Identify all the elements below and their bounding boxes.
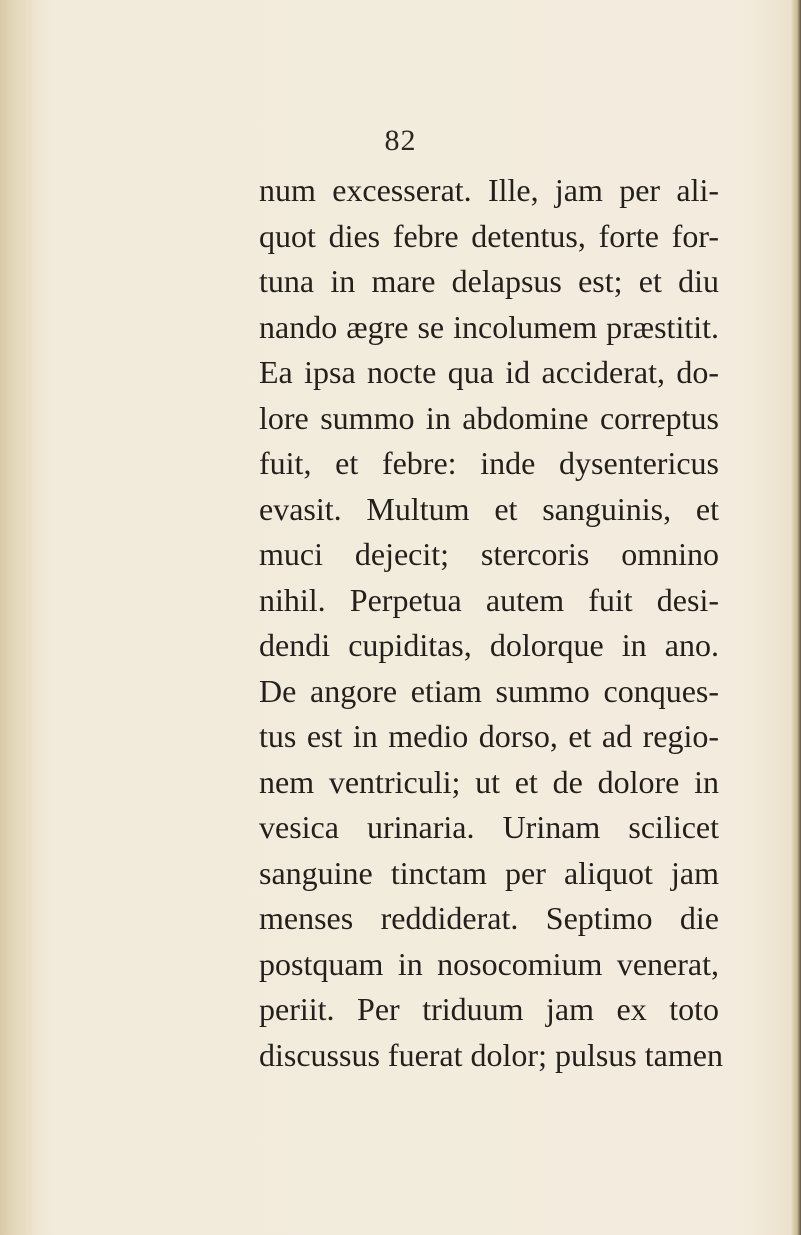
text-line: nando ægre se incolumem præstitit. xyxy=(259,308,719,345)
text-line: sanguine tinctam per aliquot jam xyxy=(259,854,719,891)
text-line: tuna in mare delapsus est; et diu xyxy=(259,263,719,299)
text-line: postquam in nosocomium venerat, xyxy=(259,945,719,982)
text-line: lore summo in abdomine correptus xyxy=(259,399,719,436)
text-line: menses reddiderat. Septimo die xyxy=(259,900,719,936)
text-line: dendi cupiditas, dolorque in ano. xyxy=(259,627,719,663)
text-line: fuit, et febre: inde dysentericus xyxy=(259,445,719,481)
text-line: tus est in medio dorso, et ad regio- xyxy=(259,718,719,754)
text-line: evasit. Multum et sanguinis, et xyxy=(259,490,719,527)
text-line: muci dejecit; stercoris omnino xyxy=(259,536,719,572)
text-line: discussus fuerat dolor; pulsus tamen xyxy=(259,1036,723,1073)
text-line: Ea ipsa nocte qua id acciderat, do- xyxy=(259,354,719,390)
page-number: 82 xyxy=(384,124,417,157)
page-edge-right xyxy=(791,0,801,1235)
text-line: nem ventriculi; ut et de dolore in xyxy=(259,763,719,800)
text-line: periit. Per triduum jam ex toto xyxy=(259,991,719,1027)
text-line: vesica urinaria. Urinam scilicet xyxy=(259,809,719,845)
text-line: quot dies febre detentus, forte for- xyxy=(259,217,719,254)
body-text xyxy=(259,168,723,1078)
text-line: nihil. Perpetua autem fuit desi- xyxy=(259,581,719,618)
page-gutter-left xyxy=(0,0,40,1235)
text-line: num excesserat. Ille, jam per ali- xyxy=(259,172,719,208)
text-line: De angore etiam summo conques- xyxy=(259,672,719,709)
